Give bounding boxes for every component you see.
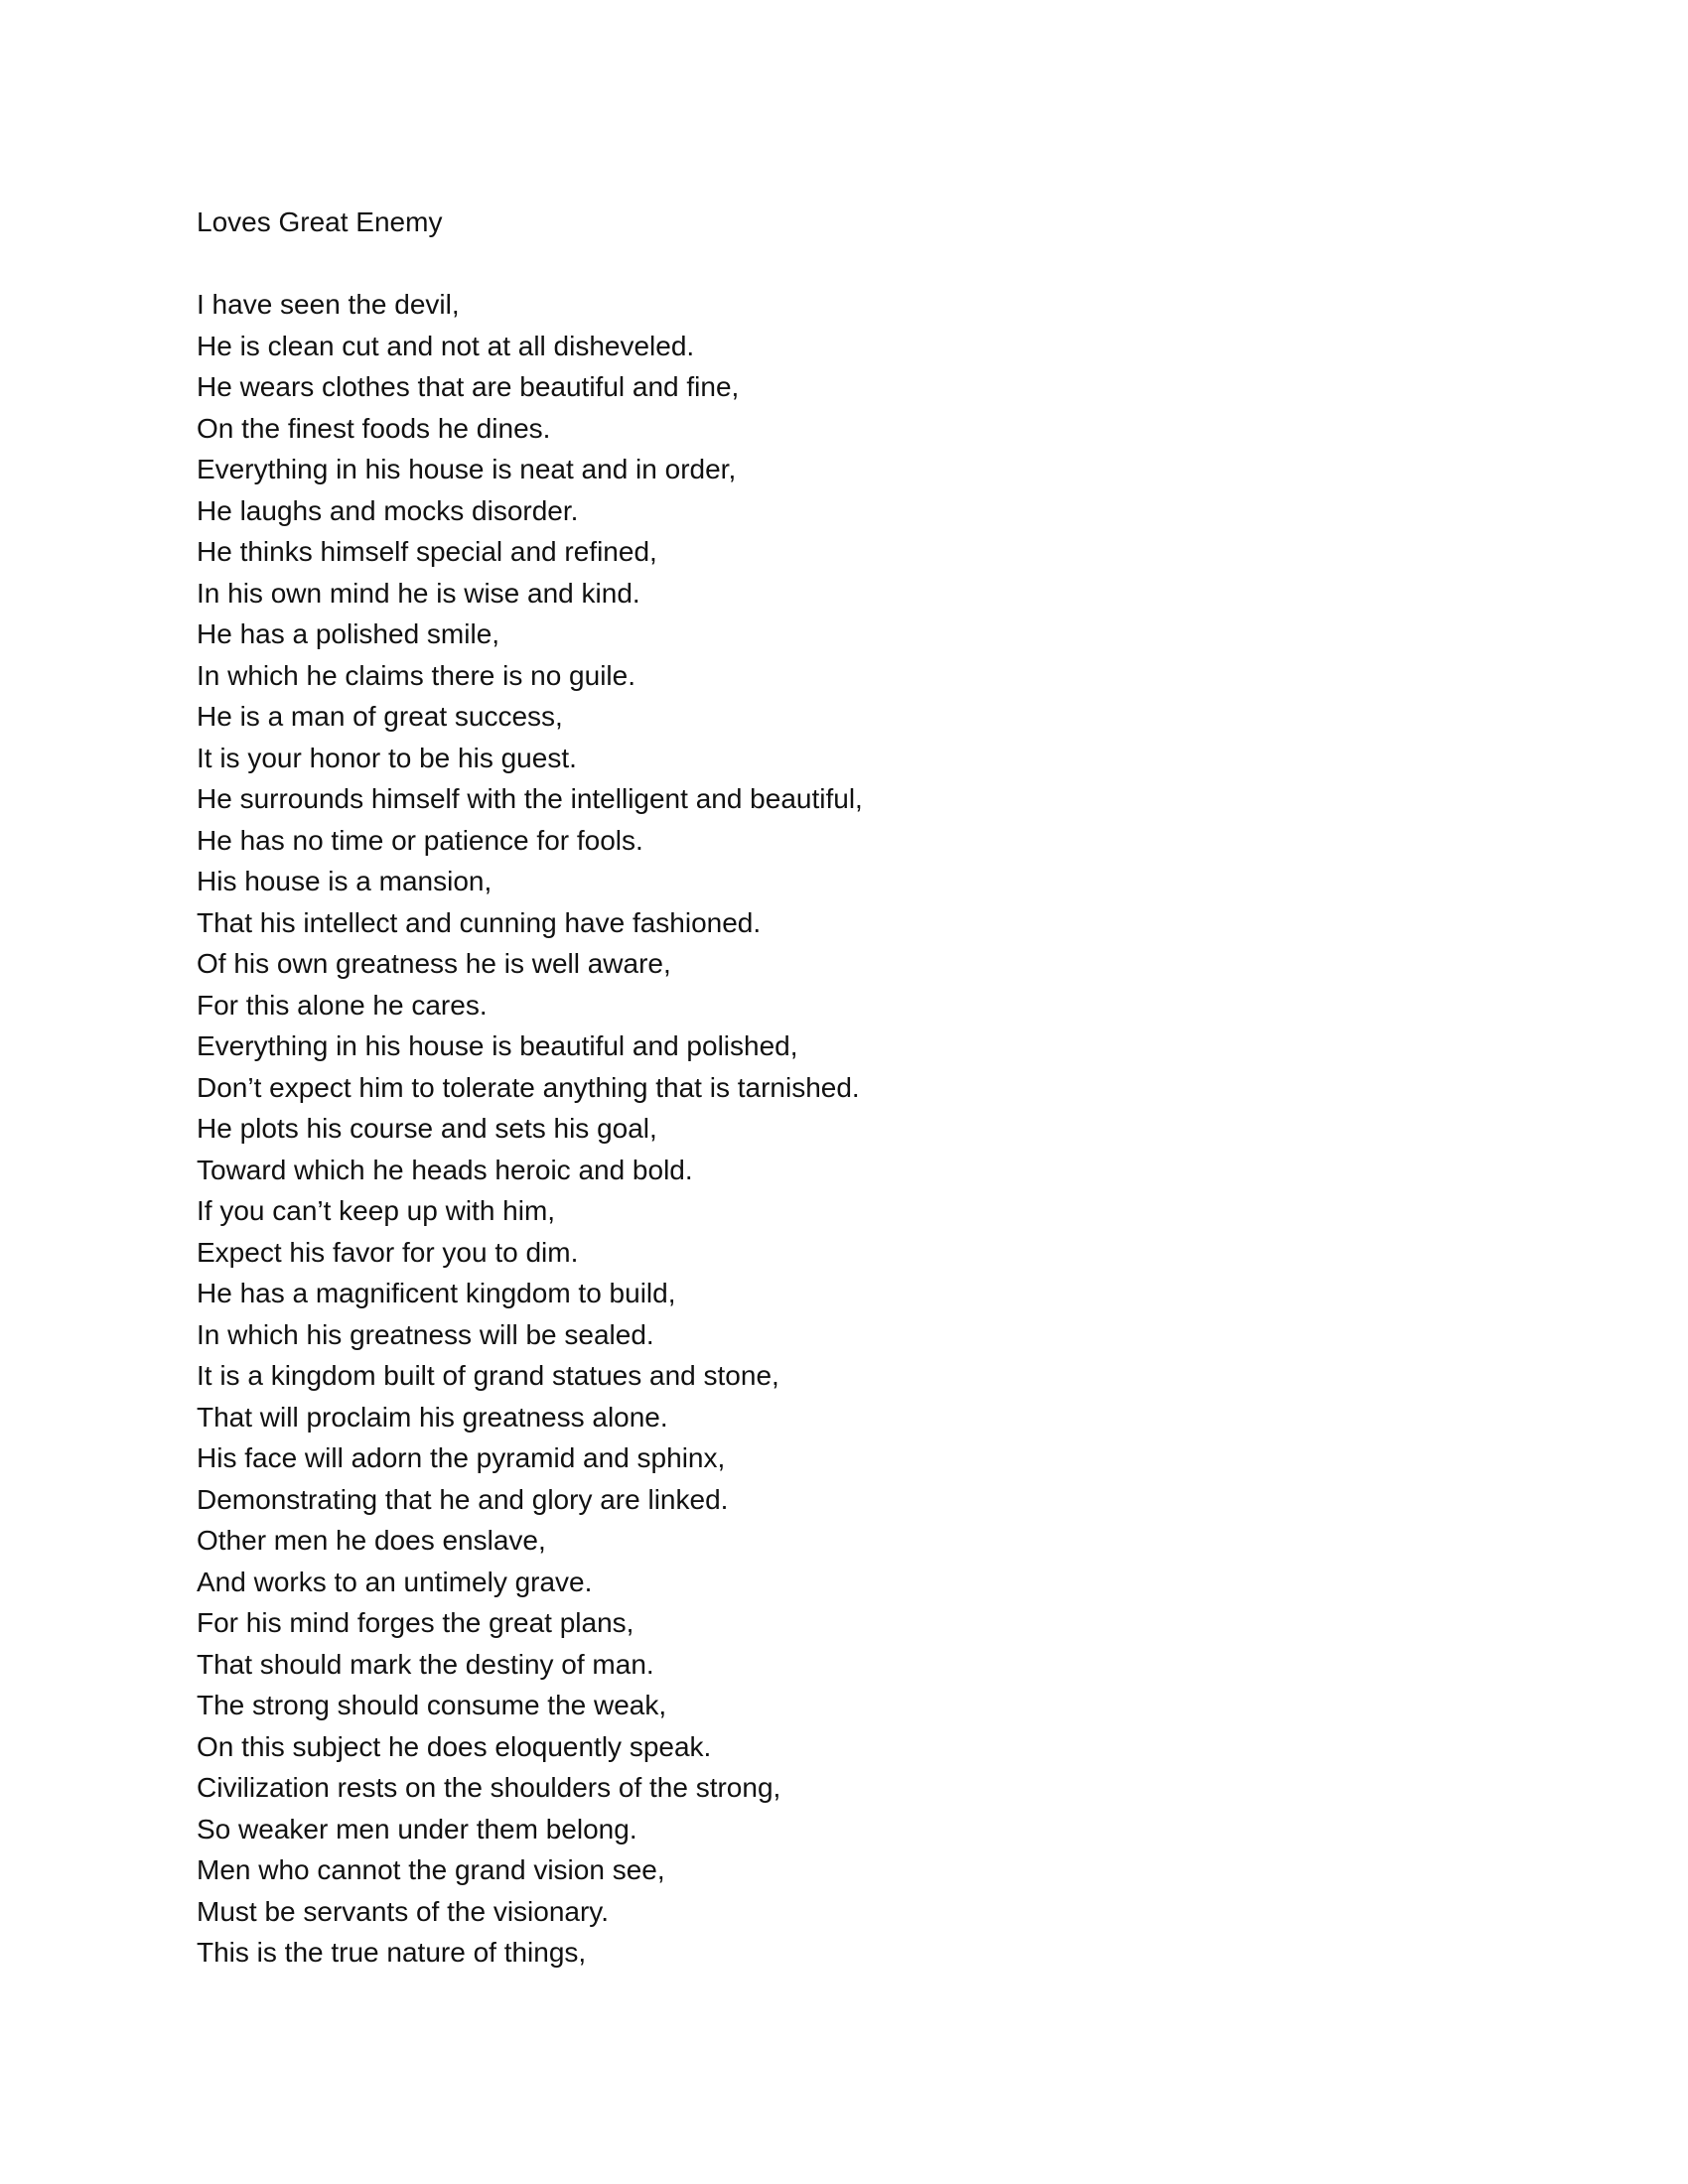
- poem-line: So weaker men under them belong.: [197, 1813, 637, 1844]
- poem-line: Other men he does enslave,: [197, 1525, 546, 1556]
- poem-line: He plots his course and sets his goal,: [197, 1113, 657, 1144]
- poem-line: His house is a mansion,: [197, 866, 492, 896]
- poem-line: He has no time or patience for fools.: [197, 824, 643, 856]
- poem-line: He thinks himself special and refined,: [197, 536, 657, 567]
- poem-line: He has a polished smile,: [197, 618, 500, 649]
- poem-line: It is a kingdom built of grand statues and stone,: [197, 1360, 779, 1391]
- poem-line: For this alone he cares.: [197, 989, 488, 1021]
- poem-line: For his mind forges the great plans,: [197, 1607, 634, 1638]
- poem-title: Loves Great Enemy: [197, 206, 443, 237]
- poem-line: In which his greatness will be sealed.: [197, 1318, 654, 1350]
- poem-line: Expect his favor for you to dim.: [197, 1236, 579, 1268]
- poem-line: That should mark the destiny of man.: [197, 1648, 654, 1680]
- poem-line: On this subject he does eloquently speak.: [197, 1730, 712, 1762]
- poem-line: In his own mind he is wise and kind.: [197, 577, 640, 609]
- poem-line: The strong should consume the weak,: [197, 1690, 667, 1720]
- poem-line: Toward which he heads heroic and bold.: [197, 1154, 693, 1185]
- poem-line: He surrounds himself with the intelligent and beautiful,: [197, 783, 863, 814]
- poem-line: And works to an untimely grave.: [197, 1566, 593, 1597]
- poem-line: Everything in his house is neat and in order,: [197, 454, 737, 484]
- poem-line: Men who cannot the grand vision see,: [197, 1854, 665, 1885]
- poem-line: In which he claims there is no guile.: [197, 659, 635, 691]
- poem-line: If you can’t keep up with him,: [197, 1195, 556, 1226]
- poem-line: I have seen the devil,: [197, 289, 460, 320]
- poem-line: That will proclaim his greatness alone.: [197, 1401, 668, 1433]
- poem-line: He has a magnificent kingdom to build,: [197, 1278, 676, 1308]
- poem-line: That his intellect and cunning have fashioned.: [197, 906, 762, 938]
- poem-line: He is clean cut and not at all disheveled.: [197, 330, 695, 361]
- poem-line: Demonstrating that he and glory are linked.: [197, 1483, 729, 1515]
- poem-line: Everything in his house is beautiful and polished,: [197, 1030, 798, 1061]
- poem-line: Don’t expect him to tolerate anything that is tarnished.: [197, 1071, 860, 1103]
- poem-body: [197, 202, 1487, 1974]
- poem-line: It is your honor to be his guest.: [197, 742, 577, 773]
- poem-line: Of his own greatness he is well aware,: [197, 948, 671, 979]
- poem-line: He laughs and mocks disorder.: [197, 494, 579, 526]
- poem-line: He wears clothes that are beautiful and fine,: [197, 371, 740, 402]
- poem-lines: [197, 284, 1487, 1974]
- poem-line: Civilization rests on the shoulders of the strong,: [197, 1772, 781, 1803]
- poem-line: This is the true nature of things,: [197, 1937, 587, 1968]
- poem-line: On the finest foods he dines.: [197, 412, 551, 444]
- poem-line: He is a man of great success,: [197, 701, 563, 732]
- poem-line: Must be servants of the visionary.: [197, 1895, 609, 1927]
- poem-line: His face will adorn the pyramid and sphinx,: [197, 1442, 726, 1473]
